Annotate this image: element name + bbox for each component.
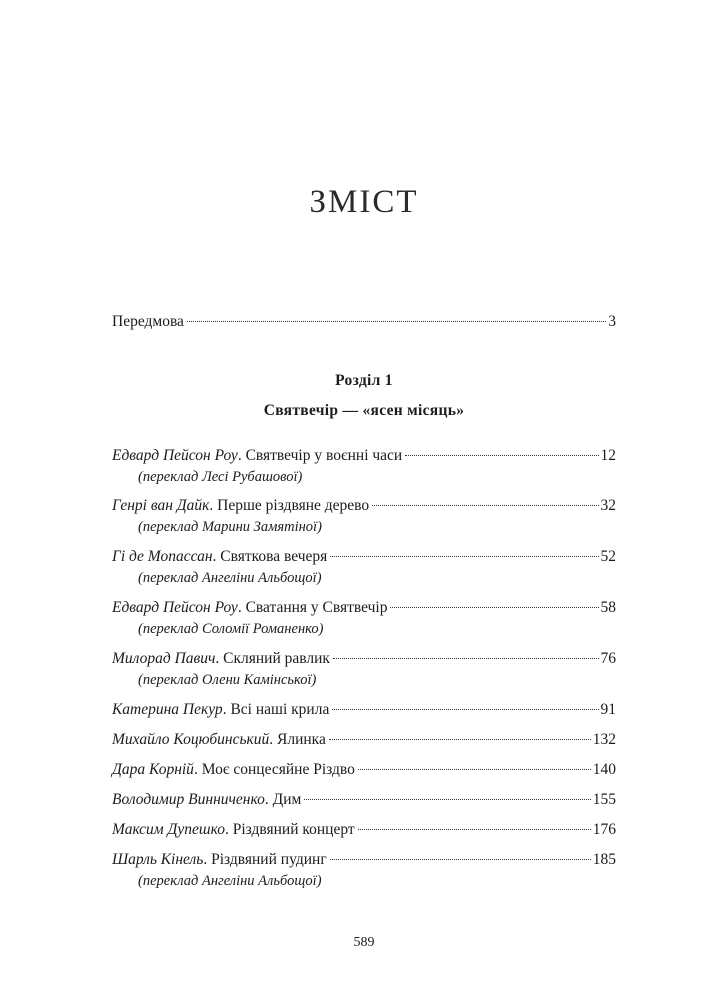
toc-entry [112, 729, 616, 751]
page-number: 3 [608, 313, 616, 330]
page-number: 155 [592, 791, 616, 808]
entry-translator: (переклад Ангеліни Альбощої) [138, 873, 322, 889]
entry-title: . Дим [264, 791, 302, 808]
entry-author: Шарль Кінель [112, 851, 204, 868]
toc-entry [112, 789, 616, 811]
entry-translator: (переклад Соломії Романенко) [138, 621, 324, 637]
dot-leader [332, 709, 598, 710]
toc-entry [112, 648, 616, 670]
entry-title: . Різдвяний пудинг [203, 851, 327, 868]
entry-translator: (переклад Лесі Рубашової) [138, 469, 303, 485]
dot-leader [187, 321, 606, 322]
toc-entry [112, 759, 616, 781]
entry-author: Милорад Павич [112, 650, 216, 667]
toc-entry [112, 495, 616, 517]
entry-author: Гі де Мопассан [112, 548, 213, 565]
dot-leader [329, 739, 591, 740]
entry-title: . Скляний равлик [215, 650, 330, 667]
dot-leader [405, 455, 598, 456]
section-number: Розділ 1 [335, 372, 393, 389]
entry-author: Максим Дупешко [112, 821, 225, 838]
page-number: 12 [600, 447, 616, 464]
page-number: 140 [592, 761, 616, 778]
entry-title: . Моє сонцесяйне Різдво [193, 761, 355, 778]
entry-author: Дара Корній [112, 761, 194, 778]
page-number: 91 [600, 701, 616, 718]
page-number: 52 [600, 548, 616, 565]
toc-entry [112, 699, 616, 721]
entry-translator: (переклад Марини Замятіної) [138, 519, 322, 535]
toc-entry [112, 849, 616, 871]
entry-title: . Святвечір у воєнні часи [237, 447, 403, 464]
toc-entry [112, 546, 616, 568]
toc-entry [112, 445, 616, 467]
page-number: 132 [592, 731, 616, 748]
page-number: 32 [600, 497, 616, 514]
dot-leader [304, 799, 590, 800]
entry-author: Генрі ван Дайк [112, 497, 210, 514]
entry-author: Едвард Пейсон Роу [112, 599, 238, 616]
entry-translator: (переклад Ангеліни Альбощої) [138, 570, 322, 586]
page-folio: 589 [353, 935, 375, 950]
entry-title: . Святкова вечеря [212, 548, 328, 565]
page-number: 185 [592, 851, 616, 868]
dot-leader [330, 859, 591, 860]
entry-author: Володимир Винниченко [112, 791, 265, 808]
dot-leader [330, 556, 598, 557]
page-number: 76 [600, 650, 616, 667]
entry-title: . Сватання у Святвечір [237, 599, 388, 616]
dot-leader [333, 658, 599, 659]
dot-leader [372, 505, 598, 506]
page-title: ЗМІСТ [309, 184, 419, 220]
toc-entry [112, 819, 616, 841]
dot-leader [358, 829, 591, 830]
dot-leader [390, 607, 598, 608]
entry-title: . Ялинка [269, 731, 326, 748]
toc-entry-preface [112, 311, 616, 333]
entry-translator: (переклад Олени Камінської) [138, 672, 317, 688]
entry-author: Михайло Коцюбинський [112, 731, 270, 748]
section-title: Святвечір — «ясен місяць» [263, 402, 465, 419]
preface-label: Передмова [112, 313, 184, 330]
page-number: 58 [600, 599, 616, 616]
page-number: 176 [592, 821, 616, 838]
entry-title: . Перше різдвяне дерево [209, 497, 370, 514]
dot-leader [358, 769, 591, 770]
entry-author: Катерина Пекур [112, 701, 223, 718]
toc-entry [112, 597, 616, 619]
entry-author: Едвард Пейсон Роу [112, 447, 238, 464]
entry-title: . Всі наші крила [222, 701, 330, 718]
entry-title: . Різдвяний концерт [224, 821, 355, 838]
